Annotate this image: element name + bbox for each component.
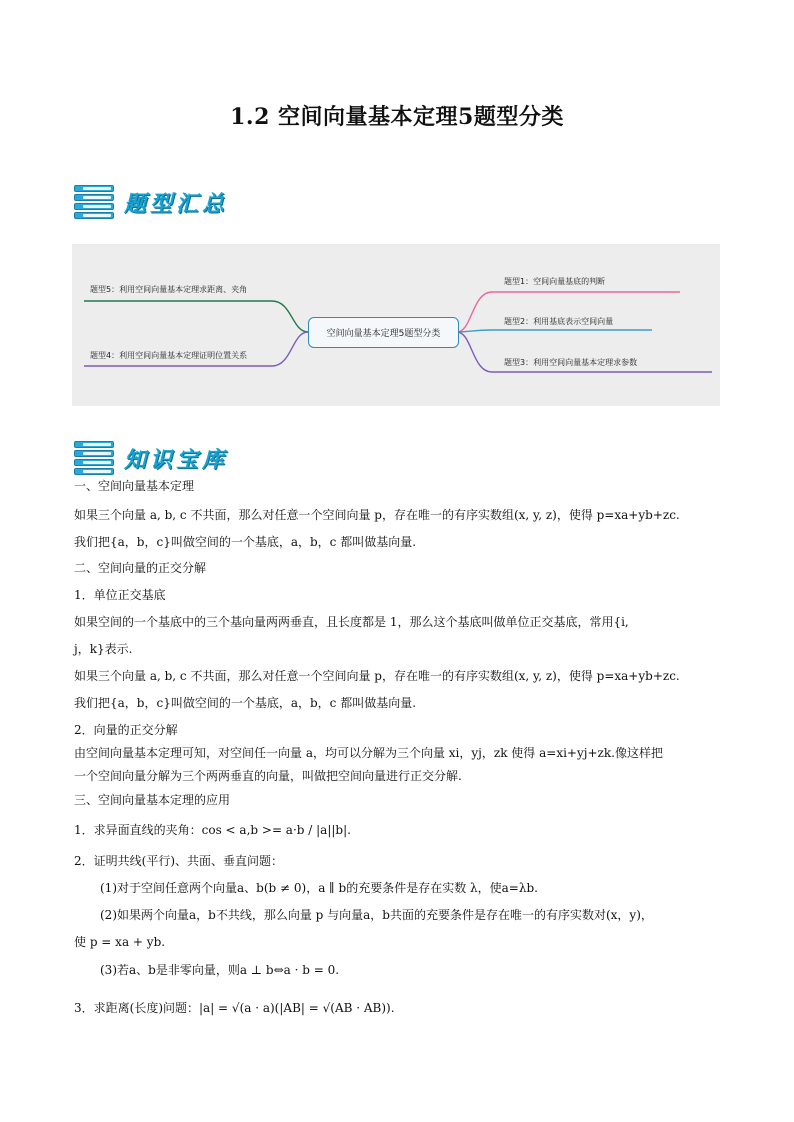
subheading-decomposition: 2．向量的正交分解 [74, 723, 178, 737]
section-summary-title: 题型汇总 [124, 191, 229, 217]
mindmap-leaf-type1: 题型1：空间向量基底的判断 [504, 277, 606, 286]
paragraph-line: 如果三个向量 a, b, c 不共面，那么对任意一个空间向量 p，存在唯一的有序实数组(x, y, z)，使得 p=xa+yb+zc. [74, 669, 680, 683]
paragraph-line: (3)若a、b是非零向量，则a ⊥ b⇔a · b = 0. [100, 963, 340, 977]
heading-orthogonal: 二、空间向量的正交分解 [74, 561, 207, 575]
formula-distance: 3．求距离(长度)问题：|a| = √(a · a)(|AB| = √(AB · AB)). [74, 1001, 395, 1015]
paragraph-line: 我们把{a，b，c}叫做空间的一个基底，a，b，c 都叫做基向量. [74, 696, 417, 710]
mindmap-leaf-type3: 题型3：利用空间向量基本定理求参数 [504, 358, 638, 367]
mindmap-leaf-type4: 题型4：利用空间向量基本定理证明位置关系 [90, 351, 248, 360]
paragraph-line: 如果空间的一个基底中的三个基向量两两垂直，且长度都是 1，那么这个基底叫做单位正交基底，常用{i, [74, 615, 629, 629]
heading-application: 三、空间向量基本定理的应用 [74, 793, 231, 807]
section-knowledge-title: 知识宝库 [124, 447, 229, 473]
page-title: 1.2 空间向量基本定理5题型分类 [230, 104, 564, 130]
mindmap-center-node: 空间向量基本定理5题型分类 [308, 317, 459, 348]
section-knowledge-header [74, 438, 228, 478]
paragraph-line: 2．证明共线(平行)、共面、垂直问题： [74, 854, 283, 868]
paragraph-line: 由空间向量基本定理可知，对空间任一向量 a，均可以分解为三个向量 xi，yj，zk 使得 a=xi+yj+zk.像这样把 [74, 746, 663, 760]
books-icon [74, 441, 114, 475]
paragraph-line: (1)对于空间任意两个向量a、b(b ≠ 0)，a ∥ b的充要条件是存在实数 λ，使a=λb. [100, 881, 538, 895]
mindmap-leaf-type2: 题型2：利用基底表示空间向量 [504, 317, 614, 326]
paragraph-line: 使 p = xa + yb. [74, 935, 166, 949]
heading-theorem: 一、空间向量基本定理 [74, 479, 195, 493]
paragraph-line: (2)如果两个向量a，b不共线，那么向量 p 与向量a，b共面的充要条件是存在唯一的有序实数对(x，y)， [100, 908, 653, 922]
subheading-unit-basis: 1．单位正交基底 [74, 588, 166, 602]
books-icon [74, 185, 114, 219]
mindmap-leaf-type5: 题型5：利用空间向量基本定理求距离、夹角 [90, 285, 248, 294]
section-summary-header [74, 182, 228, 222]
paragraph-line: 一个空间向量分解为三个两两垂直的向量，叫做把空间向量进行正交分解. [74, 769, 462, 783]
paragraph-line: 我们把{a，b，c}叫做空间的一个基底，a，b，c 都叫做基向量. [74, 535, 417, 549]
formula-angle: 1．求异面直线的夹角：cos < a,b >= a·b / |a||b|. [74, 823, 351, 837]
mindmap-panel [72, 244, 720, 406]
paragraph-line: 如果三个向量 a, b, c 不共面，那么对任意一个空间向量 p，存在唯一的有序实数组(x, y, z)，使得 p=xa+yb+zc. [74, 508, 680, 522]
paragraph-line: j，k}表示. [74, 642, 133, 656]
